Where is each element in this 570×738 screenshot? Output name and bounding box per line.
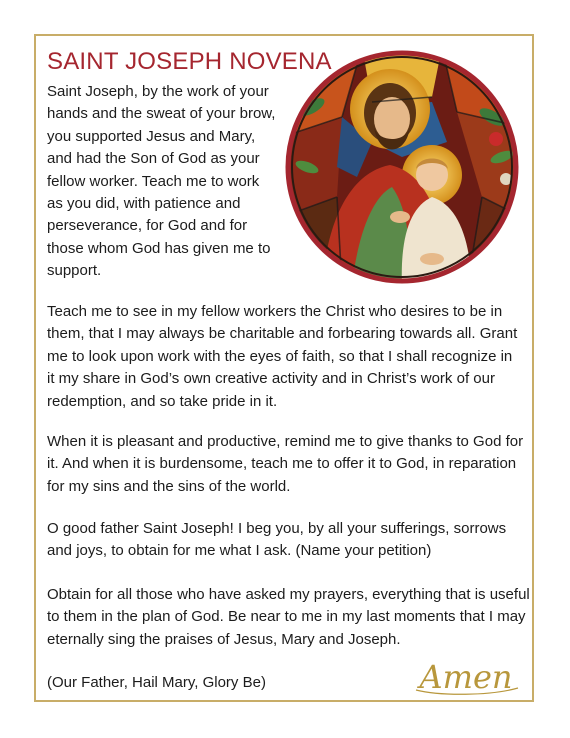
paragraph-line: O good father Saint Joseph! I beg you, by all your sufferings, sorrows — [47, 520, 507, 537]
paragraph-line: When it is pleasant and productive, remind me to give thanks to God for — [47, 433, 524, 450]
intro-line: hands and the sweat of your brow, — [47, 105, 276, 123]
paragraph-line: it. And when it is burdensome, teach me to offer it to God, in reparation — [47, 455, 517, 473]
amen-text: Amen — [419, 658, 513, 696]
closing-prayers: (Our Father, Hail Mary, Glory Be) — [47, 674, 266, 691]
prayer-paragraph — [47, 518, 527, 563]
amen-signature — [410, 652, 522, 698]
intro-line: as you did, with patience and — [47, 195, 241, 213]
paragraph-line: me to look upon work with the eyes of faith, so that I shall recognize in — [47, 347, 513, 365]
intro-line: Saint Joseph, by the work of your — [47, 83, 269, 100]
intro-paragraph — [47, 81, 283, 283]
prayer-paragraph — [47, 431, 527, 498]
intro-line: and had the Son of God as your — [47, 150, 260, 168]
paragraph-line: to them in the plan of God. Be near to me in my last moments that I may — [47, 608, 526, 626]
paragraph-line: eternally sing the praises of Jesus, Mary and Joseph. — [47, 630, 401, 648]
paragraph-line: them, that I may always be charitable and forbearing towards all. Grant — [47, 325, 518, 343]
prayer-paragraph — [47, 584, 530, 651]
prayer-paragraph — [47, 301, 527, 413]
intro-line: support. — [47, 262, 102, 280]
paragraph-line: it my share in God’s own creative activity and in Christ’s work of our — [47, 370, 495, 388]
intro-line: perseverance, for God and for — [47, 217, 248, 235]
paragraph-line: redemption, and so take pride in it. — [47, 392, 278, 410]
stained-glass-medallion — [282, 47, 522, 287]
page-title: SAINT JOSEPH NOVENA — [47, 48, 332, 75]
paragraph-line: Teach me to see in my fellow workers the Christ who desires to be in — [47, 303, 503, 320]
intro-line: those whom God has given me to — [47, 239, 271, 257]
paragraph-line: and joys, to obtain for me what I ask. (Name your petition) — [47, 542, 432, 560]
intro-line: you supported Jesus and Mary, — [47, 127, 256, 145]
paragraph-line: for my sins and the sins of the world. — [47, 477, 291, 495]
intro-line: fellow worker. Teach me to work — [47, 172, 260, 190]
paragraph-line: Obtain for all those who have asked my prayers, everything that is useful — [47, 586, 530, 603]
